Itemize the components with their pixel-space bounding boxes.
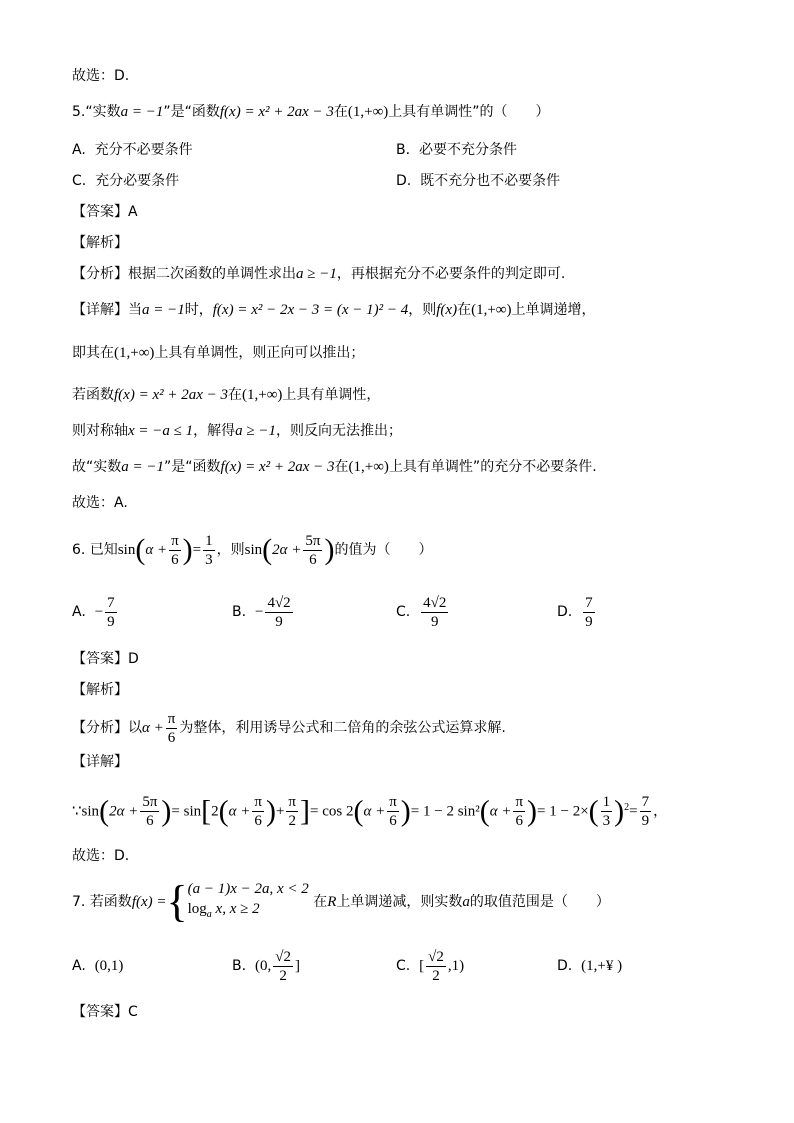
fraction <box>169 532 181 569</box>
q5-detail-line-4 <box>72 421 402 441</box>
text: 上具有单调性”的充分不必要条件. <box>388 459 597 475</box>
text: ，则 <box>408 302 437 318</box>
text: ，解得 <box>193 423 236 439</box>
analysis-tag: 【解析】 <box>72 235 128 251</box>
q5-stem-text-d: 上具有单调性”的（ ） <box>388 104 550 120</box>
numerator: 5π <box>305 532 321 549</box>
text: 的取值范围是（ ） <box>469 894 610 910</box>
q6-stem: 6. 已知sin(α + $\frac{\pi}{6}$ )= $\frac{1}{3}$ ，则sin(2α + $\frac{5\pi}{6}$ )的值为（ ） <box>72 532 433 568</box>
fraction <box>166 710 178 747</box>
math: 2α + <box>109 803 139 820</box>
option-letter: A. <box>72 604 86 620</box>
q5-detail-line-2 <box>72 343 364 363</box>
math: sin <box>244 542 263 558</box>
option-right: ] <box>294 958 300 974</box>
denominator: 6 <box>515 813 523 830</box>
text: ，则反向无法推出； <box>276 423 402 439</box>
denominator: 6 <box>309 551 317 568</box>
denominator: 6 <box>171 551 179 568</box>
fraction <box>421 594 448 631</box>
math: a ≥ −1 <box>235 423 276 439</box>
q7-option-a <box>72 946 123 986</box>
option-text: 既不充分也不必要条件 <box>420 173 561 189</box>
fraction <box>265 594 292 631</box>
option-letter: C. <box>396 958 411 974</box>
fraction <box>387 793 399 830</box>
math: f(x) <box>436 302 458 318</box>
denominator: 9 <box>585 613 593 630</box>
text: 上单调递增， <box>511 302 596 318</box>
q5-fenxi <box>72 264 565 284</box>
numerator: 7 <box>641 794 650 811</box>
option-letter: D. <box>557 958 573 974</box>
text: 在 <box>334 459 349 475</box>
fraction <box>105 594 117 631</box>
text: 在 <box>228 387 242 403</box>
q6-conclusion <box>72 846 129 866</box>
option-left: [ <box>419 958 425 974</box>
exponent: 2 <box>624 802 630 813</box>
fenxi-text-b: ，再根据充分不必要条件的判定即可. <box>336 266 566 282</box>
q7-stem: 7. 若函数f(x) ={ (a − 1)x − 2a, x < 2 $\log_a x$, x ≥ 2 在R上单调递减，则实数a的取值范围是（ ） <box>72 877 610 926</box>
math: = <box>192 542 202 558</box>
numerator: 1 <box>205 532 213 549</box>
numerator: π <box>515 794 524 811</box>
denominator: 6 <box>254 813 262 830</box>
math: α + <box>228 803 251 820</box>
math: α + <box>489 803 512 820</box>
text: ”是“函数 <box>164 459 221 475</box>
q5-option-a <box>72 140 193 160</box>
conclusion-text: 故选：A. <box>72 495 128 511</box>
math: (1,+∞) <box>471 302 512 318</box>
q5-conclusion <box>72 493 128 513</box>
option-letter: C. <box>72 173 87 189</box>
q7-number: 7. <box>72 894 86 910</box>
option-text: 充分不必要条件 <box>94 142 193 158</box>
fraction <box>640 793 652 830</box>
text: 若函数 <box>89 894 132 910</box>
numerator: 4√2 <box>267 594 291 611</box>
text: 即其在 <box>72 345 114 361</box>
option-text: 必要不充分条件 <box>418 142 517 158</box>
fenxi-tag: 【分析】 <box>72 720 128 736</box>
math: f(x) = x² + 2ax − 3 <box>114 387 228 403</box>
denominator: 9 <box>275 613 283 630</box>
piecewise-cases <box>188 879 309 925</box>
q6-number: 6. <box>72 542 86 558</box>
fraction <box>583 594 595 631</box>
option-letter: A. <box>72 958 86 974</box>
numerator: 7 <box>107 594 115 611</box>
denominator: 3 <box>205 551 213 568</box>
denominator: 2 <box>432 967 440 984</box>
fraction <box>426 948 446 985</box>
q4-conclusion-text: 故选：D. <box>72 68 130 84</box>
text: 上具有单调性， <box>282 387 381 403</box>
because-symbol: ∵ <box>72 803 82 820</box>
q7-option-b <box>232 946 300 986</box>
q5-condition: a = −1 <box>120 104 164 120</box>
denominator: 9 <box>641 813 650 830</box>
sign: − <box>254 604 264 620</box>
fraction <box>273 948 293 985</box>
answer-value: A <box>128 204 138 220</box>
fraction <box>513 793 525 830</box>
q6-answer <box>72 649 139 669</box>
q7-option-c <box>396 946 464 986</box>
option-text: (1,+¥ ) <box>581 958 623 974</box>
analysis-tag: 【解析】 <box>72 682 128 698</box>
q5-option-c <box>72 171 179 191</box>
option-text: 充分必要条件 <box>95 173 180 189</box>
q5-answer <box>72 202 138 222</box>
q4-conclusion <box>72 66 129 86</box>
option-right: ,1) <box>447 958 465 974</box>
q6-analysis-heading <box>72 680 128 700</box>
fraction <box>601 793 613 830</box>
q6-option-a <box>72 592 119 632</box>
text: 在 <box>457 302 472 318</box>
numerator: 1 <box>602 794 611 811</box>
math: f(x) = x² − 2x − 3 = (x − 1)² − 4 <box>212 302 409 318</box>
math: R <box>327 894 337 910</box>
conclusion-text: 故选：D. <box>72 848 130 864</box>
denominator: 2 <box>279 967 287 984</box>
log-base: a <box>206 909 212 920</box>
q5-option-b <box>396 140 517 160</box>
text: ，则 <box>216 542 245 558</box>
case-2 <box>188 899 309 925</box>
answer-value: D <box>128 651 139 667</box>
math: = <box>629 803 638 820</box>
q6-option-d <box>557 592 597 632</box>
denominator: 3 <box>602 813 611 830</box>
option-letter: D. <box>396 173 412 189</box>
option-letter: B. <box>396 142 411 158</box>
detail-tag: 【详解】 <box>72 754 128 770</box>
fraction <box>140 793 159 830</box>
q6-option-c <box>396 592 450 632</box>
q5-analysis-heading <box>72 233 128 253</box>
fraction <box>203 532 215 569</box>
fenxi-tag: 【分析】 <box>72 266 128 282</box>
math: = cos 2 <box>309 803 354 820</box>
denominator: 6 <box>167 729 176 746</box>
q6-detail-equation: ∵sin(2α + $\frac{5\pi}{6}$ )= sin[2(α + $\frac{\pi}{6}$ )+ $\frac{\pi}{2}$ ]= cos 2(α + $\frac{\pi}{6}$ )= 1 − 2 sin²(α + $\frac{\pi}{6}$ )= 1 − 2×( $\frac{1}{3}$ )$^2$= $\frac{7}{9}$ ， <box>72 794 668 830</box>
log: log <box>187 901 207 917</box>
option-text: (0,1) <box>94 958 124 974</box>
math: = 1 − 2× <box>537 803 589 820</box>
numerator: π <box>167 710 176 727</box>
text: 若函数 <box>72 387 114 403</box>
text: 则对称轴 <box>72 423 128 439</box>
q5-stem <box>72 102 550 122</box>
math: sin <box>117 542 136 558</box>
option-letter: B. <box>232 958 247 974</box>
answer-tag: 【答案】 <box>72 651 128 667</box>
answer-tag: 【答案】 <box>72 1004 128 1020</box>
q6-detail-heading <box>72 752 128 772</box>
math: α + <box>142 720 164 736</box>
option-left: (0, <box>254 958 272 974</box>
math: sin <box>81 803 100 820</box>
text: 的值为（ ） <box>334 542 433 558</box>
q5-stem-text-a: “实数 <box>85 104 121 120</box>
text: 上具有单调性，则正向可以推出； <box>154 345 365 361</box>
math: = 1 − 2 sin² <box>410 803 480 820</box>
q5-stem-text-c: 在 <box>333 104 348 120</box>
math: f(x) = x² + 2ax − 3 <box>220 459 335 475</box>
option-letter: C. <box>396 604 411 620</box>
text: 当 <box>128 302 142 318</box>
numerator: π <box>171 532 179 549</box>
math: (1,+∞) <box>348 459 389 475</box>
option-letter: A. <box>72 142 86 158</box>
case-1: (a − 1)x − 2a, x < 2 <box>187 881 309 897</box>
math: 2α + <box>272 542 302 558</box>
text: 上单调递减，则实数 <box>336 894 463 910</box>
answer-value: C <box>128 1004 138 1020</box>
text: 故“实数 <box>72 459 122 475</box>
detail-tag: 【详解】 <box>72 302 128 318</box>
text: 已知 <box>89 542 118 558</box>
q6-option-b <box>232 592 295 632</box>
option-letter: D. <box>557 604 573 620</box>
math: (1,+∞) <box>242 387 283 403</box>
text: ， <box>653 803 668 820</box>
fraction <box>286 793 298 830</box>
fenxi-math: a ≥ −1 <box>296 266 337 282</box>
case-2-rest: x, x ≥ 2 <box>211 901 260 917</box>
q5-detail-line-1 <box>72 300 596 320</box>
numerator: √2 <box>275 948 291 965</box>
fenxi-text-a: 根据二次函数的单调性求出 <box>128 266 296 282</box>
q5-detail-line-3 <box>72 385 380 405</box>
answer-tag: 【答案】 <box>72 204 128 220</box>
sign: − <box>94 604 104 620</box>
text: 在 <box>313 894 328 910</box>
math: + <box>275 803 285 820</box>
q5-stem-text-b: ”是“函数 <box>163 104 220 120</box>
math: = sin <box>171 803 202 820</box>
q7-answer <box>72 1002 138 1022</box>
denominator: 2 <box>288 813 296 830</box>
numerator: π <box>254 794 262 811</box>
math: α + <box>363 803 386 820</box>
math: α + <box>145 542 168 558</box>
math: (1,+∞) <box>114 345 155 361</box>
text: 时， <box>184 302 213 318</box>
denominator: 6 <box>389 813 397 830</box>
math: a = −1 <box>121 459 165 475</box>
denominator: 9 <box>431 613 439 630</box>
q7-option-d <box>557 946 622 986</box>
q5-detail-line-5 <box>72 457 597 477</box>
numerator: π <box>389 794 397 811</box>
numerator: 7 <box>585 594 593 611</box>
fraction <box>252 793 264 830</box>
math: x = −a ≤ 1 <box>128 423 194 439</box>
text: 为整体，利用诱导公式和二倍角的余弦公式运算求解. <box>179 720 506 736</box>
text: 以 <box>128 720 142 736</box>
numerator: √2 <box>428 948 444 965</box>
q5-number: 5. <box>72 104 86 120</box>
denominator: 9 <box>107 613 115 630</box>
denominator: 6 <box>146 813 154 830</box>
math: 2 <box>211 803 219 820</box>
q6-fenxi <box>72 708 506 748</box>
fraction <box>303 532 322 569</box>
numerator: π <box>288 794 296 811</box>
math: a = −1 <box>142 302 185 318</box>
math: a <box>462 894 470 910</box>
q5-function: f(x) = x² + 2ax − 3 <box>219 104 334 120</box>
math: f(x) = <box>131 894 167 910</box>
q5-interval: (1,+∞) <box>347 104 389 120</box>
q5-option-d <box>396 171 560 191</box>
option-letter: B. <box>232 604 247 620</box>
numerator: 5π <box>142 794 158 811</box>
numerator: 4√2 <box>423 594 447 611</box>
